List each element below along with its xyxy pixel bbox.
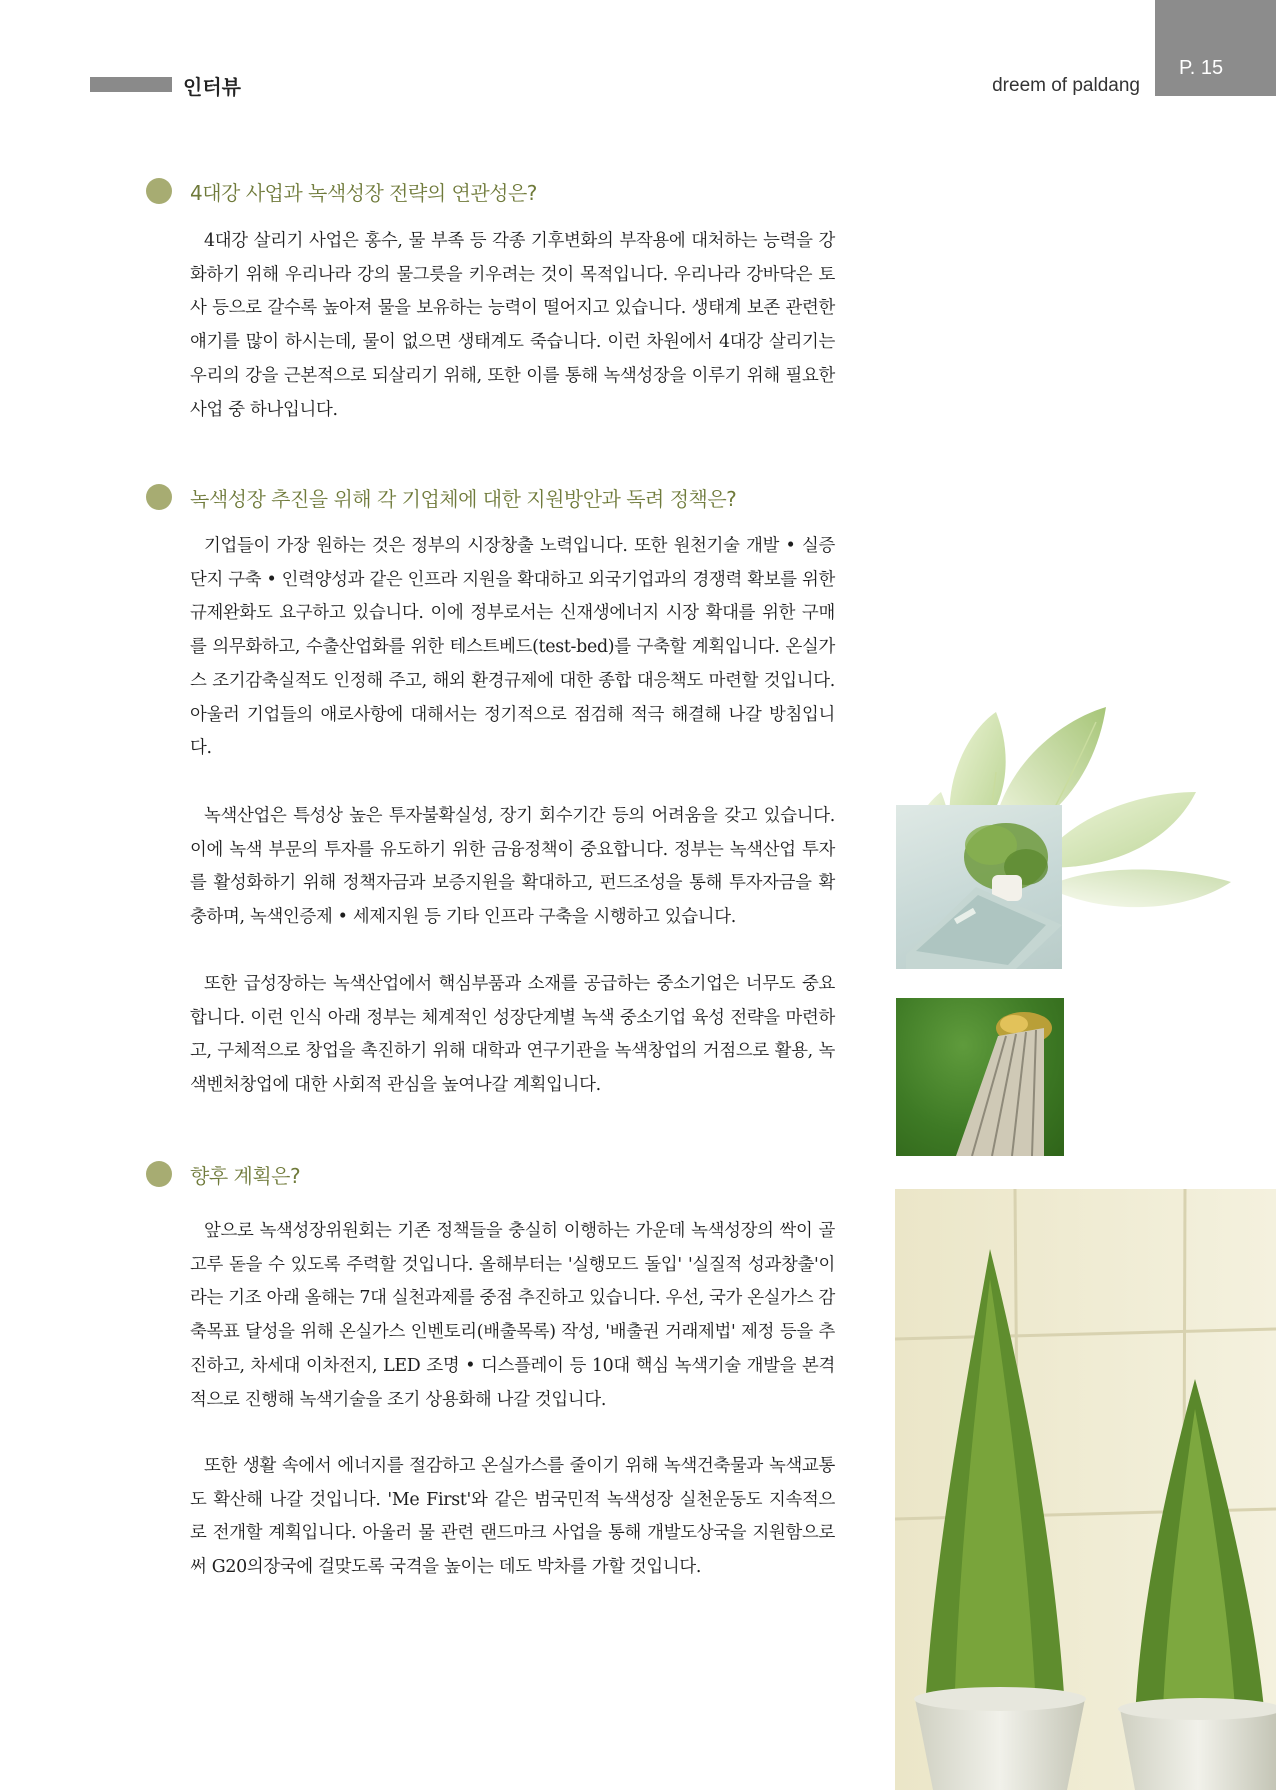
question-text: 녹색성장 추진을 위해 각 기업체에 대한 지원방안과 독려 정책은? xyxy=(190,486,737,511)
answer-paragraph: 또한 생활 속에서 에너지를 절감하고 온실가스를 줄이기 위해 녹색건축물과 녹색교통도 확산해 나갈 것입니다. 'Me First'와 같은 범국민적 녹색성장 실천운동도 지속적으로 전개할 계획입니다. 아울러 물 관련 랜드마크 사업을 통해 개발도상국을 지원함으로써 G20의장국에 걸맞도록 국격을 높이는 데도 박차를 가할 것입니다. xyxy=(190,1456,835,1578)
section-label: 인터뷰 xyxy=(183,75,241,99)
answer-paragraph: 4대강 살리기 사업은 홍수, 물 부족 등 각종 기후변화의 부작용에 대처하는 능력을 강화하기 위해 우리나라 강의 물그릇을 키우려는 것이 목적입니다. 우리나라 강바닥은 토사 등으로 갈수록 높아져 물을 보유하는 능력이 떨어지고 있습니다. 생태계 보존 관련한 얘기를 많이 하시는데, 물이 없으면 생태계도 죽습니다. 이런 차원에서 4대강 살리기는 우리의 강을 근본적으로 되살리기 위해, 또한 이를 통해 녹색성장을 이루기 위해 필요한 사업 중 하나입니다. xyxy=(190,231,835,420)
bullet-circle-icon xyxy=(146,484,172,510)
answer-paragraph: 녹색산업은 특성상 높은 투자불확실성, 장기 회수기간 등의 어려움을 갖고 있습니다. 이에 녹색 부문의 투자를 유도하기 위한 금융정책이 중요합니다. 정부는 녹색산업 투자를 활성화하기 위해 정책자금과 보증지원을 확대하고, 펀드조성을 통해 투자자금을 확충하며, 녹색인증제 • 세제지원 등 기타 인프라 구축을 시행하고 있습니다. xyxy=(190,806,835,928)
cypress-plants-photo xyxy=(895,1189,1276,1790)
plant-book-photo xyxy=(896,805,1062,969)
page-number-tab xyxy=(1155,0,1276,96)
answer-paragraph: 기업들이 가장 원하는 것은 정부의 시장창출 노력입니다. 또한 원천기술 개발 • 실증단지 구축 • 인력양성과 같은 인프라 지원을 확대하고 외국기업과의 경쟁력 확보를 위한 규제완화도 요구하고 있습니다. 이에 정부로서는 신재생에너지 시장 확대를 위한 구매를 의무화하고, 수출산업화를 위한 테스트베드(test-bed)를 구축할 계획입니다. 온실가스 조기감축실적도 인정해 주고, 해외 환경규제에 대한 종합 대응책도 마련할 것입니다. 아울러 기업들의 애로사항에 대해서는 정기적으로 점검해 적극 해결해 나갈 방침입니다. xyxy=(190,536,835,759)
question-text: 향후 계획은? xyxy=(190,1163,301,1188)
page-number: P. 15 xyxy=(1179,57,1224,79)
question-heading xyxy=(146,1159,300,1189)
magazine-title: dreem of paldang xyxy=(992,75,1140,96)
question-heading xyxy=(146,482,736,512)
answer-paragraph: 또한 급성장하는 녹색산업에서 핵심부품과 소재를 공급하는 중소기업은 너무도 중요합니다. 이런 인식 아래 정부는 체계적인 성장단계별 녹색 중소기업 육성 전략을 마련하고, 구체적으로 창업을 촉진하기 위해 대학과 연구기관을 녹색창업의 거점으로 활용, 녹색벤처창업에 대한 사회적 관심을 높여나갈 계획입니다. xyxy=(190,974,835,1096)
question-text: 4대강 사업과 녹색성장 전략의 연관성은? xyxy=(190,180,537,205)
header-accent-bar xyxy=(90,77,172,92)
question-heading xyxy=(146,176,537,206)
bench-grass-photo xyxy=(896,998,1064,1156)
bullet-circle-icon xyxy=(146,178,172,204)
answer-paragraph: 앞으로 녹색성장위원회는 기존 정책들을 충실히 이행하는 가운데 녹색성장의 싹이 골고루 돋을 수 있도록 주력할 것입니다. 올해부터는 '실행모드 돌입' '실질적 성과창출'이라는 기조 아래 올해는 7대 실천과제를 중점 추진하고 있습니다. 우선, 국가 온실가스 감축목표 달성을 위해 온실가스 인벤토리(배출목록) 작성, '배출권 거래제법' 제정 등을 추진하고, 차세대 이차전지, LED 조명 • 디스플레이 등 10대 핵심 녹색기술 개발을 본격적으로 진행해 녹색기술을 조기 상용화해 나갈 것입니다. xyxy=(190,1221,835,1410)
bullet-circle-icon xyxy=(146,1161,172,1187)
